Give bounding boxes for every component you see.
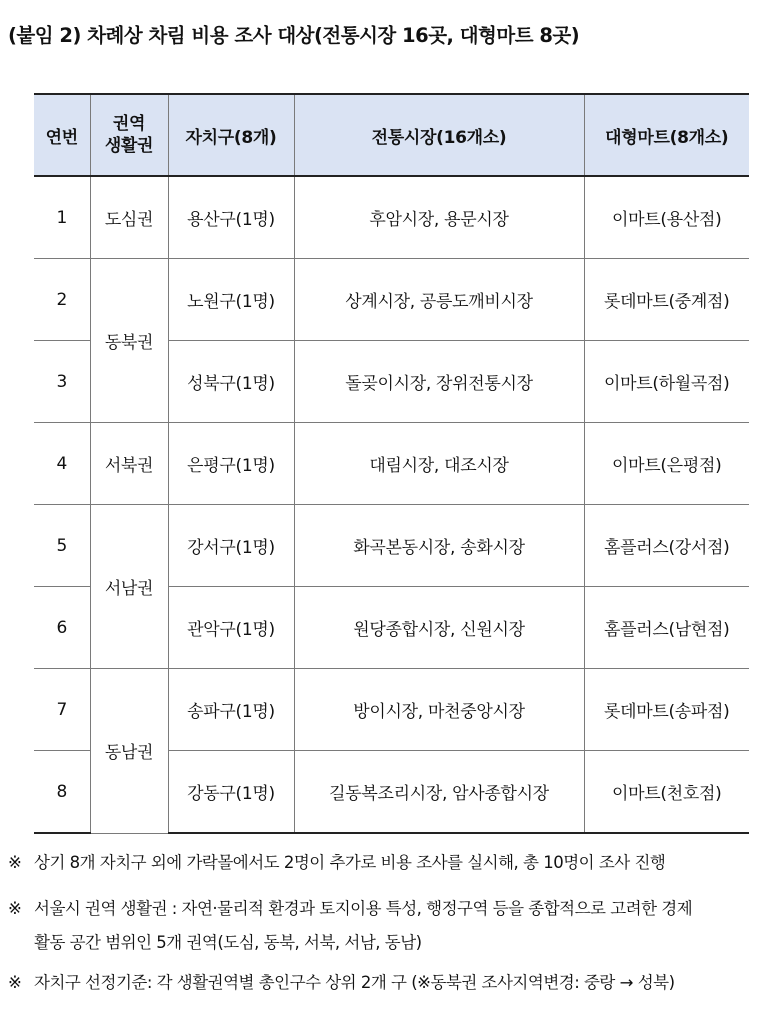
cell-market: 길동복조리시장, 암사종합시장	[294, 751, 584, 834]
cell-mart: 이마트(천호점)	[584, 751, 749, 834]
cell-mart: 이마트(하월곡점)	[584, 341, 749, 423]
cell-district: 성북구(1명)	[168, 341, 294, 423]
footnote-text: 자치구 선정기준: 각 생활권역별 총인구수 상위 2개 구 (※동북권 조사지역변경: 중랑 → 성북)	[34, 973, 675, 992]
cell-region: 동남권	[90, 669, 168, 834]
cell-district: 노원구(1명)	[168, 259, 294, 341]
reference-mark: ※	[8, 853, 22, 872]
cell-no: 2	[34, 259, 90, 341]
cell-market: 상계시장, 공릉도깨비시장	[294, 259, 584, 341]
footnote-3	[8, 969, 675, 993]
table-row	[34, 669, 749, 751]
cell-region: 서북권	[90, 423, 168, 505]
cell-mart: 홈플러스(강서점)	[584, 505, 749, 587]
header-region-line1: 권역	[112, 114, 146, 134]
cell-no: 8	[34, 751, 90, 834]
table-row	[34, 505, 749, 587]
cell-region: 동북권	[90, 259, 168, 423]
table-row	[34, 176, 749, 259]
cell-no: 7	[34, 669, 90, 751]
reference-mark: ※	[8, 973, 22, 992]
cell-mart: 이마트(은평점)	[584, 423, 749, 505]
cell-no: 3	[34, 341, 90, 423]
cell-district: 관악구(1명)	[168, 587, 294, 669]
header-market: 전통시장(16개소)	[294, 94, 584, 176]
footnote-1	[8, 849, 665, 873]
header-region-line2: 생활권	[104, 136, 154, 156]
header-region	[90, 94, 168, 176]
cell-market: 후암시장, 용문시장	[294, 176, 584, 259]
footnote-continuation: 활동 공간 범위인 5개 권역(도심, 동북, 서북, 서남, 동남)	[34, 933, 422, 952]
cell-region: 서남권	[90, 505, 168, 669]
cell-mart: 롯데마트(중계점)	[584, 259, 749, 341]
cell-district: 강동구(1명)	[168, 751, 294, 834]
cell-mart: 롯데마트(송파점)	[584, 669, 749, 751]
cell-market: 돌곶이시장, 장위전통시장	[294, 341, 584, 423]
cell-region: 도심권	[90, 176, 168, 259]
cell-mart: 이마트(용산점)	[584, 176, 749, 259]
table-row	[34, 259, 749, 341]
cell-no: 6	[34, 587, 90, 669]
cell-no: 5	[34, 505, 90, 587]
cell-district: 송파구(1명)	[168, 669, 294, 751]
table-header-row	[34, 94, 749, 176]
cell-market: 방이시장, 마천중앙시장	[294, 669, 584, 751]
reference-mark: ※	[8, 899, 22, 918]
header-district: 자치구(8개)	[168, 94, 294, 176]
page-title: (붙임 2) 차례상 차림 비용 조사 대상(전통시장 16곳, 대형마트 8곳)	[8, 24, 580, 47]
cell-district: 용산구(1명)	[168, 176, 294, 259]
survey-target-table	[34, 93, 749, 834]
header-mart: 대형마트(8개소)	[584, 94, 749, 176]
cell-no: 4	[34, 423, 90, 505]
footnote-2	[8, 895, 692, 953]
header-no: 연번	[34, 94, 90, 176]
footnote-text: 서울시 권역 생활권 : 자연·물리적 환경과 토지이용 특성, 행정구역 등을 종합적으로 고려한 경제	[34, 899, 693, 918]
cell-market: 원당종합시장, 신원시장	[294, 587, 584, 669]
cell-mart: 홈플러스(남현점)	[584, 587, 749, 669]
cell-district: 은평구(1명)	[168, 423, 294, 505]
cell-market: 대림시장, 대조시장	[294, 423, 584, 505]
cell-district: 강서구(1명)	[168, 505, 294, 587]
cell-market: 화곡본동시장, 송화시장	[294, 505, 584, 587]
cell-no: 1	[34, 176, 90, 259]
table-row	[34, 423, 749, 505]
footnote-text: 상기 8개 자치구 외에 가락몰에서도 2명이 추가로 비용 조사를 실시해, 총 10명이 조사 진행	[34, 853, 666, 872]
